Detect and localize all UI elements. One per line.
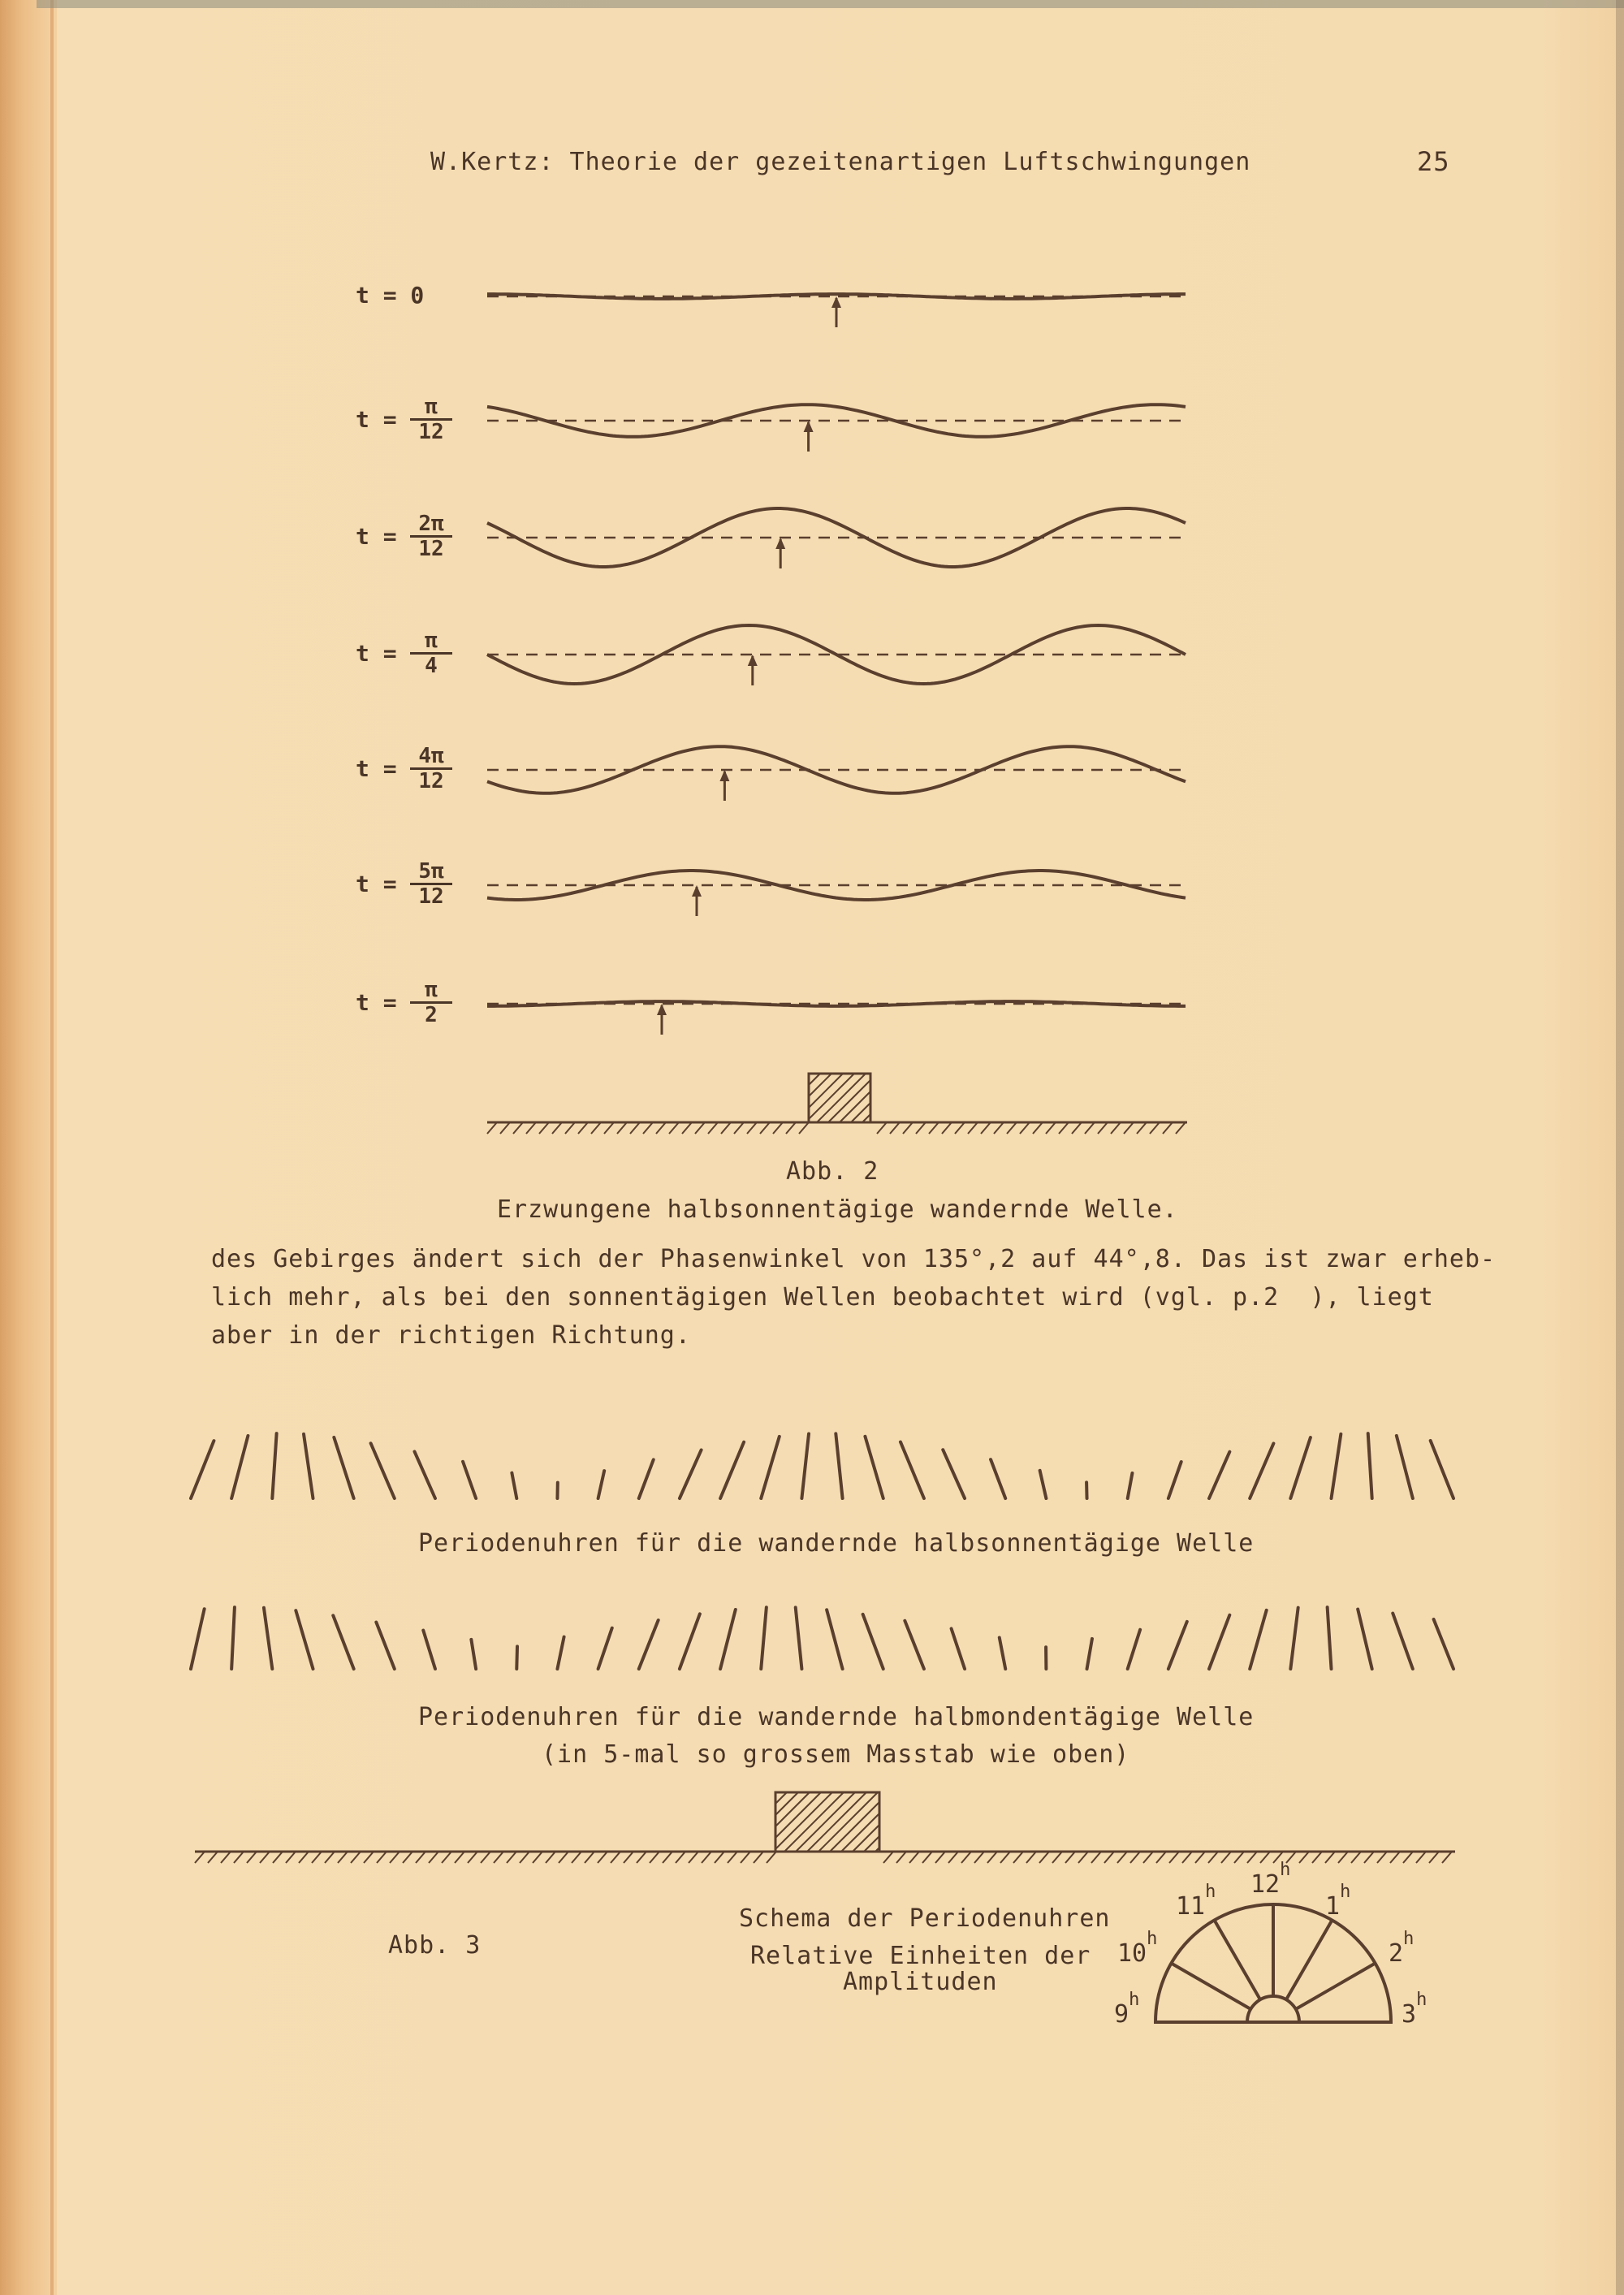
fig3-hatch [481, 1852, 490, 1863]
time-label-2: t = [356, 523, 397, 550]
fig3-hatch [611, 1852, 620, 1863]
fig3-hatch [767, 1852, 776, 1863]
solar-period-clock [1368, 1433, 1372, 1498]
solar-period-clock [943, 1450, 965, 1498]
figure-3-label: Abb. 3 [388, 1931, 482, 1960]
fig3-hatch [247, 1852, 257, 1863]
fraction-numerator: π [410, 630, 452, 655]
fig3-hatch [1130, 1852, 1140, 1863]
fig3-mountain-hatch [775, 1792, 832, 1849]
body-text-line-1: des Gebirges ändert sich der Phasenwinkel von 135°,2 auf 44°,8. Das ist zwar erheb- [211, 1245, 1497, 1273]
solar-period-clock [1168, 1462, 1181, 1498]
solar-period-clock [639, 1459, 654, 1498]
fig3-hatch [663, 1852, 672, 1863]
body-text-line-2: lich mehr, als bei den sonnentägigen Wellen beobachtet wird (vgl. p.2 ), liegt [211, 1283, 1434, 1312]
fig3-hatch [715, 1852, 724, 1863]
lunar-period-clock [952, 1628, 965, 1669]
lunar-period-clock [516, 1646, 517, 1669]
time-label-5: t = [356, 871, 397, 897]
fig3-hatch [1234, 1852, 1244, 1863]
lunar-clocks-scale-note: (in 5-mal so grossem Masstab wie oben) [542, 1740, 1130, 1769]
fig3-hatch [624, 1852, 633, 1863]
hour-label-9: 9$^h$ [1114, 1990, 1140, 2029]
fig3-hatch [442, 1852, 451, 1863]
fig3-hatch [1299, 1852, 1309, 1863]
fig3-hatch [1117, 1852, 1127, 1863]
fig3-hatch [922, 1852, 932, 1863]
fig3-hatch [286, 1852, 296, 1863]
fig3-hatch [1247, 1852, 1257, 1863]
fig3-hatch [1221, 1852, 1231, 1863]
fig3-hatch [1013, 1852, 1023, 1863]
lunar-period-clock [1328, 1607, 1332, 1669]
solar-period-clock [512, 1473, 516, 1498]
solar-period-clock [901, 1442, 924, 1498]
lunar-period-clock [333, 1615, 353, 1669]
fig3-hatch [883, 1852, 893, 1863]
lunar-period-clock [905, 1621, 924, 1669]
fig3-hatch [1364, 1852, 1374, 1863]
solar-period-clock [334, 1437, 353, 1498]
fig3-hatch [1312, 1852, 1322, 1863]
fig3-hatch [974, 1852, 984, 1863]
fig3-hatch [377, 1852, 387, 1863]
fig3-hatch [1195, 1852, 1205, 1863]
fig3-hatch [221, 1852, 231, 1863]
lunar-period-clock [1290, 1608, 1298, 1669]
fig3-hatch [1065, 1852, 1075, 1863]
fraction-denominator: 2 [425, 1003, 438, 1027]
fig3-hatch [338, 1852, 348, 1863]
solar-period-clock [865, 1437, 883, 1498]
time-label-3: t = [356, 640, 397, 667]
fig3-hatch [935, 1852, 945, 1863]
time-label-4: t = [356, 755, 397, 782]
fig3-hatch [494, 1852, 503, 1863]
fraction-denominator: 12 [418, 884, 444, 909]
fig3-hatch [260, 1852, 270, 1863]
fig3-hatch [1000, 1852, 1010, 1863]
fig3-mountain-hatch [818, 1792, 878, 1852]
fig3-hatch [1442, 1852, 1452, 1863]
fig3-hatch [455, 1852, 464, 1863]
fig3-hatch [325, 1852, 335, 1863]
fig3-hatch [909, 1852, 919, 1863]
fig3-hatch [741, 1852, 750, 1863]
fig3-hatch [312, 1852, 322, 1863]
fraction-denominator: 12 [418, 420, 444, 444]
lunar-period-clock [1250, 1610, 1267, 1669]
fig3-hatch [351, 1852, 361, 1863]
hour-label-1: 1$^h$ [1325, 1882, 1351, 1921]
solar-period-clock [414, 1451, 434, 1498]
lunar-period-clock [761, 1607, 767, 1669]
solar-period-clock [598, 1471, 605, 1498]
schema-spoke [1171, 1964, 1250, 2010]
solar-period-clock [1332, 1434, 1341, 1498]
schema-spoke [1296, 1964, 1376, 2010]
lunar-period-clock [1358, 1610, 1371, 1669]
solar-period-clock [836, 1433, 842, 1498]
fraction-denominator: 4 [425, 654, 438, 678]
fig3-hatch [507, 1852, 516, 1863]
fig3-hatch [1052, 1852, 1062, 1863]
fig3-hatch [559, 1852, 568, 1863]
fig3-hatch [637, 1852, 646, 1863]
fig3-hatch [195, 1852, 205, 1863]
lunar-period-clock [557, 1637, 564, 1669]
fig3-hatch [546, 1852, 555, 1863]
lunar-period-clock [720, 1610, 736, 1669]
fig3-hatch [1104, 1852, 1114, 1863]
fig3-hatch [299, 1852, 309, 1863]
lunar-period-clock [1087, 1639, 1092, 1669]
solar-period-clock [1040, 1471, 1047, 1498]
solar-period-clock [1128, 1473, 1133, 1498]
solar-period-clock [1290, 1437, 1311, 1498]
fig3-hatch [1260, 1852, 1270, 1863]
fig3-hatch [1143, 1852, 1153, 1863]
fig3-hatch [1351, 1852, 1361, 1863]
solar-period-clock [1250, 1443, 1273, 1498]
fig3-hatch [1325, 1852, 1335, 1863]
fig3-hatch [1026, 1852, 1036, 1863]
lunar-period-clock [796, 1607, 802, 1669]
lunar-period-clock [827, 1610, 842, 1669]
fig3-hatch [754, 1852, 763, 1863]
lunar-period-clock [598, 1628, 612, 1669]
solar-period-clock [463, 1462, 476, 1498]
body-text-line-3: aber in der richtigen Richtung. [211, 1321, 691, 1350]
fig3-hatch [416, 1852, 425, 1863]
fig3-mountain-hatch [853, 1825, 879, 1852]
fig3-hatch [1169, 1852, 1179, 1863]
figure-2-caption: Erzwungene halbsonnentägige wandernde Welle. [497, 1195, 1178, 1224]
fig3-hatch [429, 1852, 438, 1863]
fig3-hatch [1390, 1852, 1400, 1863]
lunar-period-clock [1000, 1638, 1005, 1669]
solar-clocks-caption: Periodenuhren für die wandernde halbsonnentägige Welle [418, 1529, 1255, 1558]
fig3-mountain-hatch [807, 1792, 866, 1852]
lunar-period-clock [1128, 1630, 1140, 1669]
fig3-hatch [1078, 1852, 1088, 1863]
lunar-period-clock [191, 1609, 205, 1669]
fig3-hatch [702, 1852, 711, 1863]
fig3-hatch [728, 1852, 737, 1863]
lunar-clocks-caption: Periodenuhren für die wandernde halbmondentägige Welle [418, 1703, 1255, 1731]
fig3-hatch [1091, 1852, 1101, 1863]
fraction-denominator: 12 [418, 769, 444, 793]
solar-period-clock [801, 1433, 809, 1498]
solar-period-clock [371, 1443, 395, 1498]
time-label-0: t = 0 [356, 282, 425, 309]
fig3-hatch [961, 1852, 971, 1863]
lunar-period-clock [1434, 1619, 1453, 1669]
hour-label-10: 10$^h$ [1117, 1929, 1158, 1968]
fig3-hatch [1338, 1852, 1348, 1863]
fig3-hatch [572, 1852, 581, 1863]
schema-units-line-2: Amplituden [843, 1968, 998, 1996]
fraction-numerator: π [410, 979, 452, 1004]
solar-period-clock [720, 1442, 744, 1498]
fig3-hatch [1039, 1852, 1049, 1863]
lunar-period-clock [1168, 1622, 1187, 1669]
fig3-hatch [208, 1852, 218, 1863]
fig3-hatch [273, 1852, 283, 1863]
schema-units-line-1: Relative Einheiten der [750, 1942, 1091, 1970]
lunar-period-clock [680, 1614, 700, 1669]
solar-period-clock [991, 1459, 1005, 1498]
running-title: W.Kertz: Theorie der gezeitenartigen Luftschwingungen [430, 148, 1251, 176]
fig3-hatch [234, 1852, 244, 1863]
fig3-hatch [948, 1852, 958, 1863]
lunar-period-clock [639, 1620, 659, 1669]
fig3-hatch [1403, 1852, 1413, 1863]
fig3-mountain-hatch [775, 1792, 821, 1838]
solar-period-clock [761, 1437, 780, 1498]
fig3-mountain-hatch [775, 1792, 787, 1804]
solar-period-clock [1431, 1441, 1453, 1498]
fig3-hatch [650, 1852, 659, 1863]
hour-label-2: 2$^h$ [1389, 1929, 1415, 1968]
fig3-hatch [598, 1852, 607, 1863]
fig3-hatch [1377, 1852, 1387, 1863]
fig3-hatch [390, 1852, 400, 1863]
fig3-hatch [987, 1852, 997, 1863]
solar-period-clock [304, 1434, 313, 1498]
fraction-numerator: π [410, 396, 452, 421]
lunar-period-clock [264, 1608, 272, 1669]
time-label-6: t = [356, 989, 397, 1016]
fig3-hatch [364, 1852, 374, 1863]
fig3-hatch [896, 1852, 906, 1863]
fig3-hatch [585, 1852, 594, 1863]
fig3-mountain-hatch [796, 1792, 855, 1852]
solar-period-clock [1209, 1452, 1229, 1498]
solar-period-clock [272, 1433, 276, 1498]
time-label-1: t = [356, 406, 397, 433]
schema-inner-arc [1247, 1996, 1299, 2022]
fig3-hatch [676, 1852, 685, 1863]
page-number: 25 [1417, 146, 1450, 177]
lunar-period-clock [231, 1607, 235, 1669]
fig3-hatch [689, 1852, 698, 1863]
lunar-period-clock [1393, 1614, 1413, 1669]
solar-period-clock [1397, 1436, 1413, 1498]
hour-label-3: 3$^h$ [1402, 1990, 1427, 2029]
solar-period-clock [231, 1436, 248, 1498]
lunar-period-clock [471, 1640, 476, 1669]
fig3-hatch [1208, 1852, 1218, 1863]
fig3-hatch [1182, 1852, 1192, 1863]
schema-spoke [1215, 1920, 1261, 1999]
fig3-hatch [468, 1852, 477, 1863]
fraction-numerator: 5π [410, 861, 452, 885]
fig3-mountain-hatch [784, 1792, 844, 1852]
lunar-period-clock [296, 1610, 313, 1669]
fig3-hatch [533, 1852, 542, 1863]
fraction-numerator: 2π [410, 513, 452, 538]
fig3-mountain-hatch [841, 1813, 879, 1852]
fig3-hatch [1156, 1852, 1166, 1863]
lunar-period-clock [376, 1623, 394, 1669]
solar-period-clock [680, 1450, 702, 1498]
hour-label-11: 11$^h$ [1176, 1882, 1216, 1921]
lunar-period-clock [423, 1631, 435, 1669]
fraction-numerator: 4π [410, 746, 452, 770]
lunar-period-clock [1209, 1615, 1229, 1669]
fraction-denominator: 12 [418, 537, 444, 561]
figure-2-label: Abb. 2 [786, 1157, 879, 1186]
fig3-mountain-hatch [775, 1792, 798, 1815]
fig3-hatch [1416, 1852, 1426, 1863]
solar-period-clock [191, 1441, 214, 1498]
hour-label-12: 12$^h$ [1250, 1860, 1291, 1899]
schema-title: Schema der Periodenuhren [739, 1904, 1111, 1933]
lunar-period-clock [863, 1614, 883, 1669]
fig3-hatch [1429, 1852, 1439, 1863]
fig3-hatch [520, 1852, 529, 1863]
schema-spoke [1286, 1920, 1332, 1999]
fig3-hatch [403, 1852, 412, 1863]
